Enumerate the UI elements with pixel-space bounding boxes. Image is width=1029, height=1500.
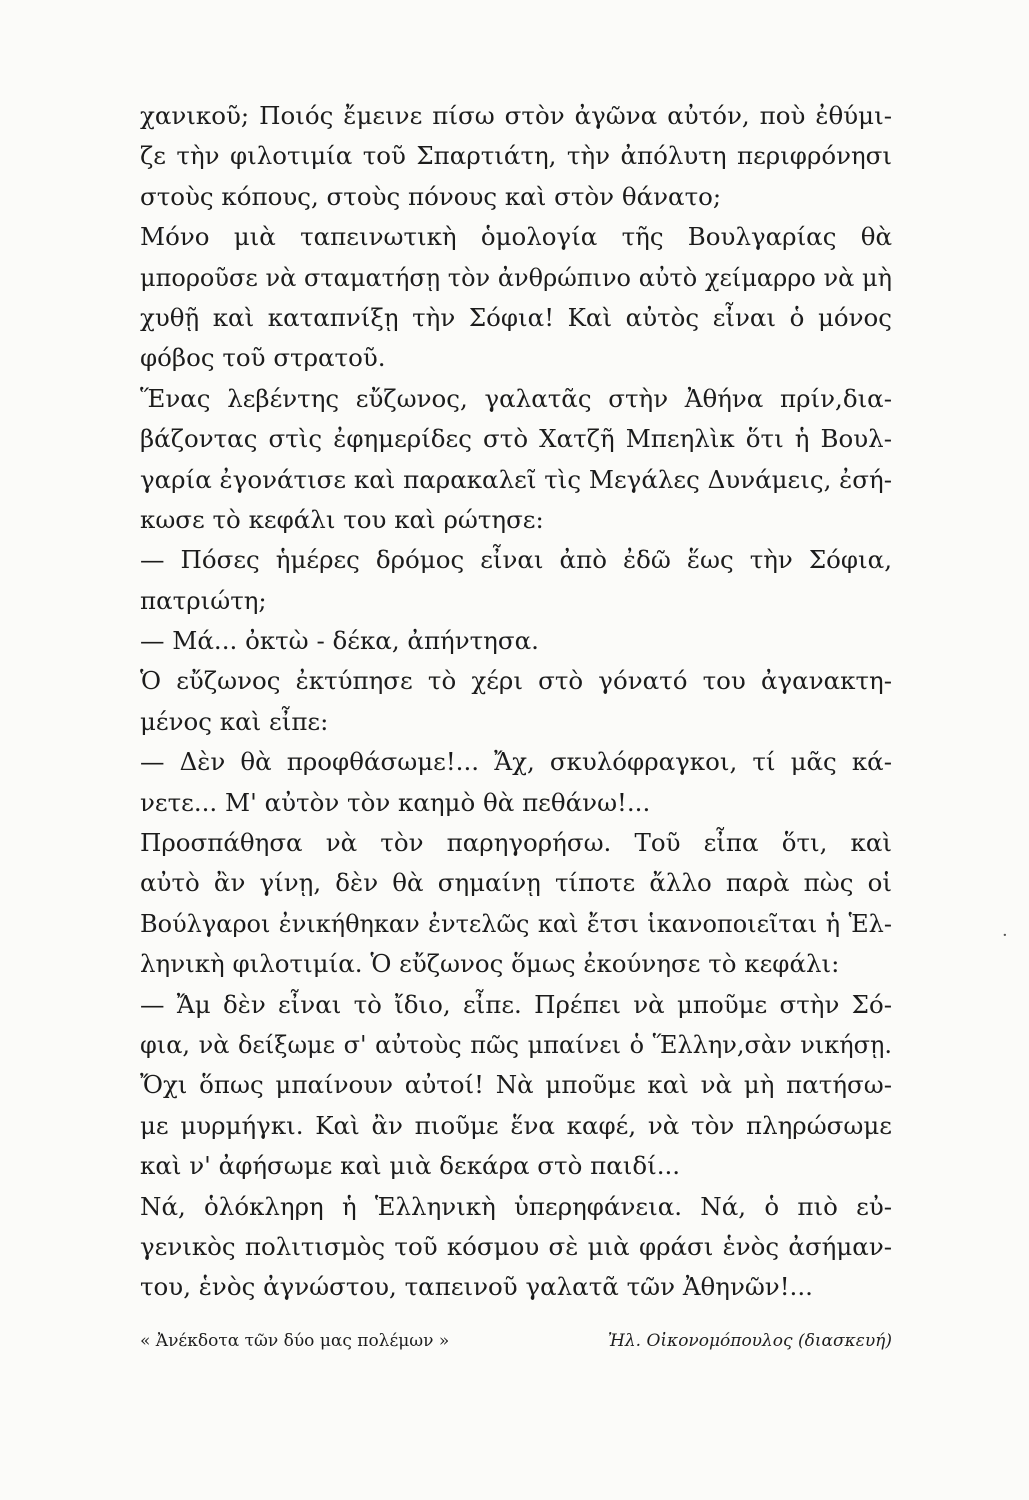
text-line	[140, 742, 892, 782]
text-line	[140, 1025, 892, 1065]
text-line-content: Μόνο μιὰ ταπεινωτικὴ ὁμολογία τῆς Βουλγαρίας θὰ	[140, 222, 892, 252]
text-line	[140, 702, 892, 742]
text-line-content: φια, νὰ δείξωμε σ' αὐτοὺς πῶς μπαίνει ὁ Ἕλλην,σὰν νικήσῃ.	[140, 1030, 892, 1059]
text-line	[140, 823, 892, 863]
text-line-content: κωσε τὸ κεφάλι του καὶ ρώτησε:	[140, 504, 544, 534]
margin-mark: ·	[1002, 925, 1008, 946]
text-line	[140, 419, 892, 459]
text-line	[140, 1227, 892, 1267]
text-line-content: μένος καὶ εἶπε:	[140, 706, 329, 736]
text-line	[140, 904, 892, 944]
author-citation: Ἠλ. Οἰκονομόπουλος (διασκευή)	[607, 1331, 892, 1351]
text-line	[140, 177, 892, 217]
text-line	[140, 136, 892, 176]
text-line	[140, 944, 892, 984]
text-line-content: — Ἄμ δὲν εἶναι τὸ ἴδιο, εἶπε. Πρέπει νὰ μποῦμε στὴν Σό-	[140, 989, 892, 1019]
text-line-content: φόβος τοῦ στρατοῦ.	[140, 343, 386, 373]
text-line-content: — Δὲν θὰ προφθάσωμε!... Ἄχ, σκυλόφραγκοι, τί μᾶς κά-	[140, 747, 892, 777]
text-line	[140, 1146, 892, 1186]
text-line-content: καὶ ν' ἀφήσωμε καὶ μιὰ δεκάρα στὸ παιδί...	[140, 1151, 681, 1181]
paragraph	[140, 823, 892, 985]
text-line	[140, 379, 892, 419]
paragraph	[140, 96, 892, 217]
text-line-content: ληνικὴ φιλοτιμία. Ὁ εὔζωνος ὅμως ἐκούνησε τὸ κεφάλι:	[140, 949, 840, 979]
text-line-content: χανικοῦ; Ποιός ἔμεινε πίσω στὸν ἀγῶνα αὐτόν, ποὺ ἐθύμι-	[140, 101, 892, 130]
text-line	[140, 1187, 892, 1227]
text-line	[140, 96, 892, 136]
text-line-content: Ὁ εὔζωνος ἐκτύπησε τὸ χέρι στὸ γόνατό του ἀγανακτη-	[140, 666, 892, 696]
text-line-content: βάζοντας στὶς ἐφημερίδες στὸ Χατζῆ Μπεηλὶκ ὅτι ἡ Βουλ-	[140, 424, 892, 454]
text-line	[140, 1106, 892, 1146]
paragraph	[140, 1187, 892, 1308]
text-line-content: πατριώτη;	[140, 585, 267, 615]
text-line-content: αὐτὸ ἂν γίνῃ, δὲν θὰ σημαίνῃ τίποτε ἄλλο παρὰ πὼς οἱ	[140, 868, 892, 898]
text-line-content: χυθῇ καὶ καταπνίξῃ τὴν Σόφια! Καὶ αὐτὸς εἶναι ὁ μόνος	[140, 302, 892, 332]
text-line-content: Προσπάθησα νὰ τὸν παρηγορήσω. Τοῦ εἶπα ὅτι, καὶ	[140, 828, 892, 858]
text-line	[140, 621, 892, 661]
text-line	[140, 460, 892, 500]
text-line	[140, 1267, 892, 1307]
paragraph	[140, 621, 892, 661]
text-line	[140, 258, 892, 298]
text-line-content: ζε τὴν φιλοτιμία τοῦ Σπαρτιάτη, τὴν ἀπόλυτη περιφρόνησι	[140, 141, 892, 171]
paragraph	[140, 742, 892, 823]
text-line	[140, 1065, 892, 1105]
paragraph	[140, 985, 892, 1187]
text-line	[140, 581, 892, 621]
text-line	[140, 540, 892, 580]
paragraph	[140, 379, 892, 541]
text-line-content: Νά, ὁλόκληρη ἡ Ἑλληνικὴ ὑπερηφάνεια. Νά, ὁ πιὸ εὐ-	[140, 1191, 892, 1221]
text-line	[140, 863, 892, 903]
text-line	[140, 661, 892, 701]
paragraph	[140, 540, 892, 621]
text-line	[140, 985, 892, 1025]
text-line-content: Ἕνας λεβέντης εὔζωνος, γαλατᾶς στὴν Ἀθήνα πρίν,δια-	[140, 383, 892, 413]
text-line	[140, 338, 892, 378]
text-line	[140, 500, 892, 540]
text-line-content: Ὄχι ὅπως μπαίνουν αὐτοί! Νὰ μποῦμε καὶ νὰ μὴ πατήσω-	[140, 1070, 892, 1100]
paragraph	[140, 661, 892, 742]
text-line-content: γαρία ἐγονάτισε καὶ παρακαλεῖ τὶς Μεγάλες Δυνάμεις, ἐσή-	[140, 464, 892, 494]
text-line-content: στοὺς κόπους, στοὺς πόνους καὶ στὸν θάνατο;	[140, 181, 722, 211]
source-citation: « Ἀνέκδοτα τῶν δύο μας πολέμων »	[140, 1331, 450, 1351]
text-line-content: μποροῦσε νὰ σταματήσῃ τὸν ἀνθρώπινο αὐτὸ χείμαρρο νὰ μὴ	[140, 263, 892, 292]
citation-footer	[140, 1326, 892, 1356]
text-line-content: του, ἑνὸς ἀγνώστου, ταπεινοῦ γαλατᾶ τῶν Ἀθηνῶν!...	[140, 1272, 813, 1302]
text-line-content: νετε... Μ' αὐτὸν τὸν καημὸ θὰ πεθάνω!...	[140, 787, 651, 817]
text-line-content: Βούλγαροι ἐνικήθηκαν ἐντελῶς καὶ ἔτσι ἱκανοποιεῖται ἡ Ἑλ-	[140, 909, 892, 938]
text-line-content: γενικὸς πολιτισμὸς τοῦ κόσμου σὲ μιὰ φράσι ἑνὸς ἀσήμαν-	[140, 1231, 892, 1261]
text-line	[140, 217, 892, 257]
body-text	[140, 96, 892, 1308]
text-line	[140, 298, 892, 338]
paragraph	[140, 217, 892, 379]
text-line-content: με μυρμήγκι. Καὶ ἂν πιοῦμε ἕνα καφέ, νὰ τὸν πληρώσωμε	[140, 1110, 892, 1140]
text-line	[140, 783, 892, 823]
text-line-content: — Πόσες ἡμέρες δρόμος εἶναι ἀπὸ ἐδῶ ἕως τὴν Σόφια,	[140, 545, 892, 575]
text-line-content: — Μά... ὀκτὼ - δέκα, ἀπήντησα.	[140, 626, 539, 656]
